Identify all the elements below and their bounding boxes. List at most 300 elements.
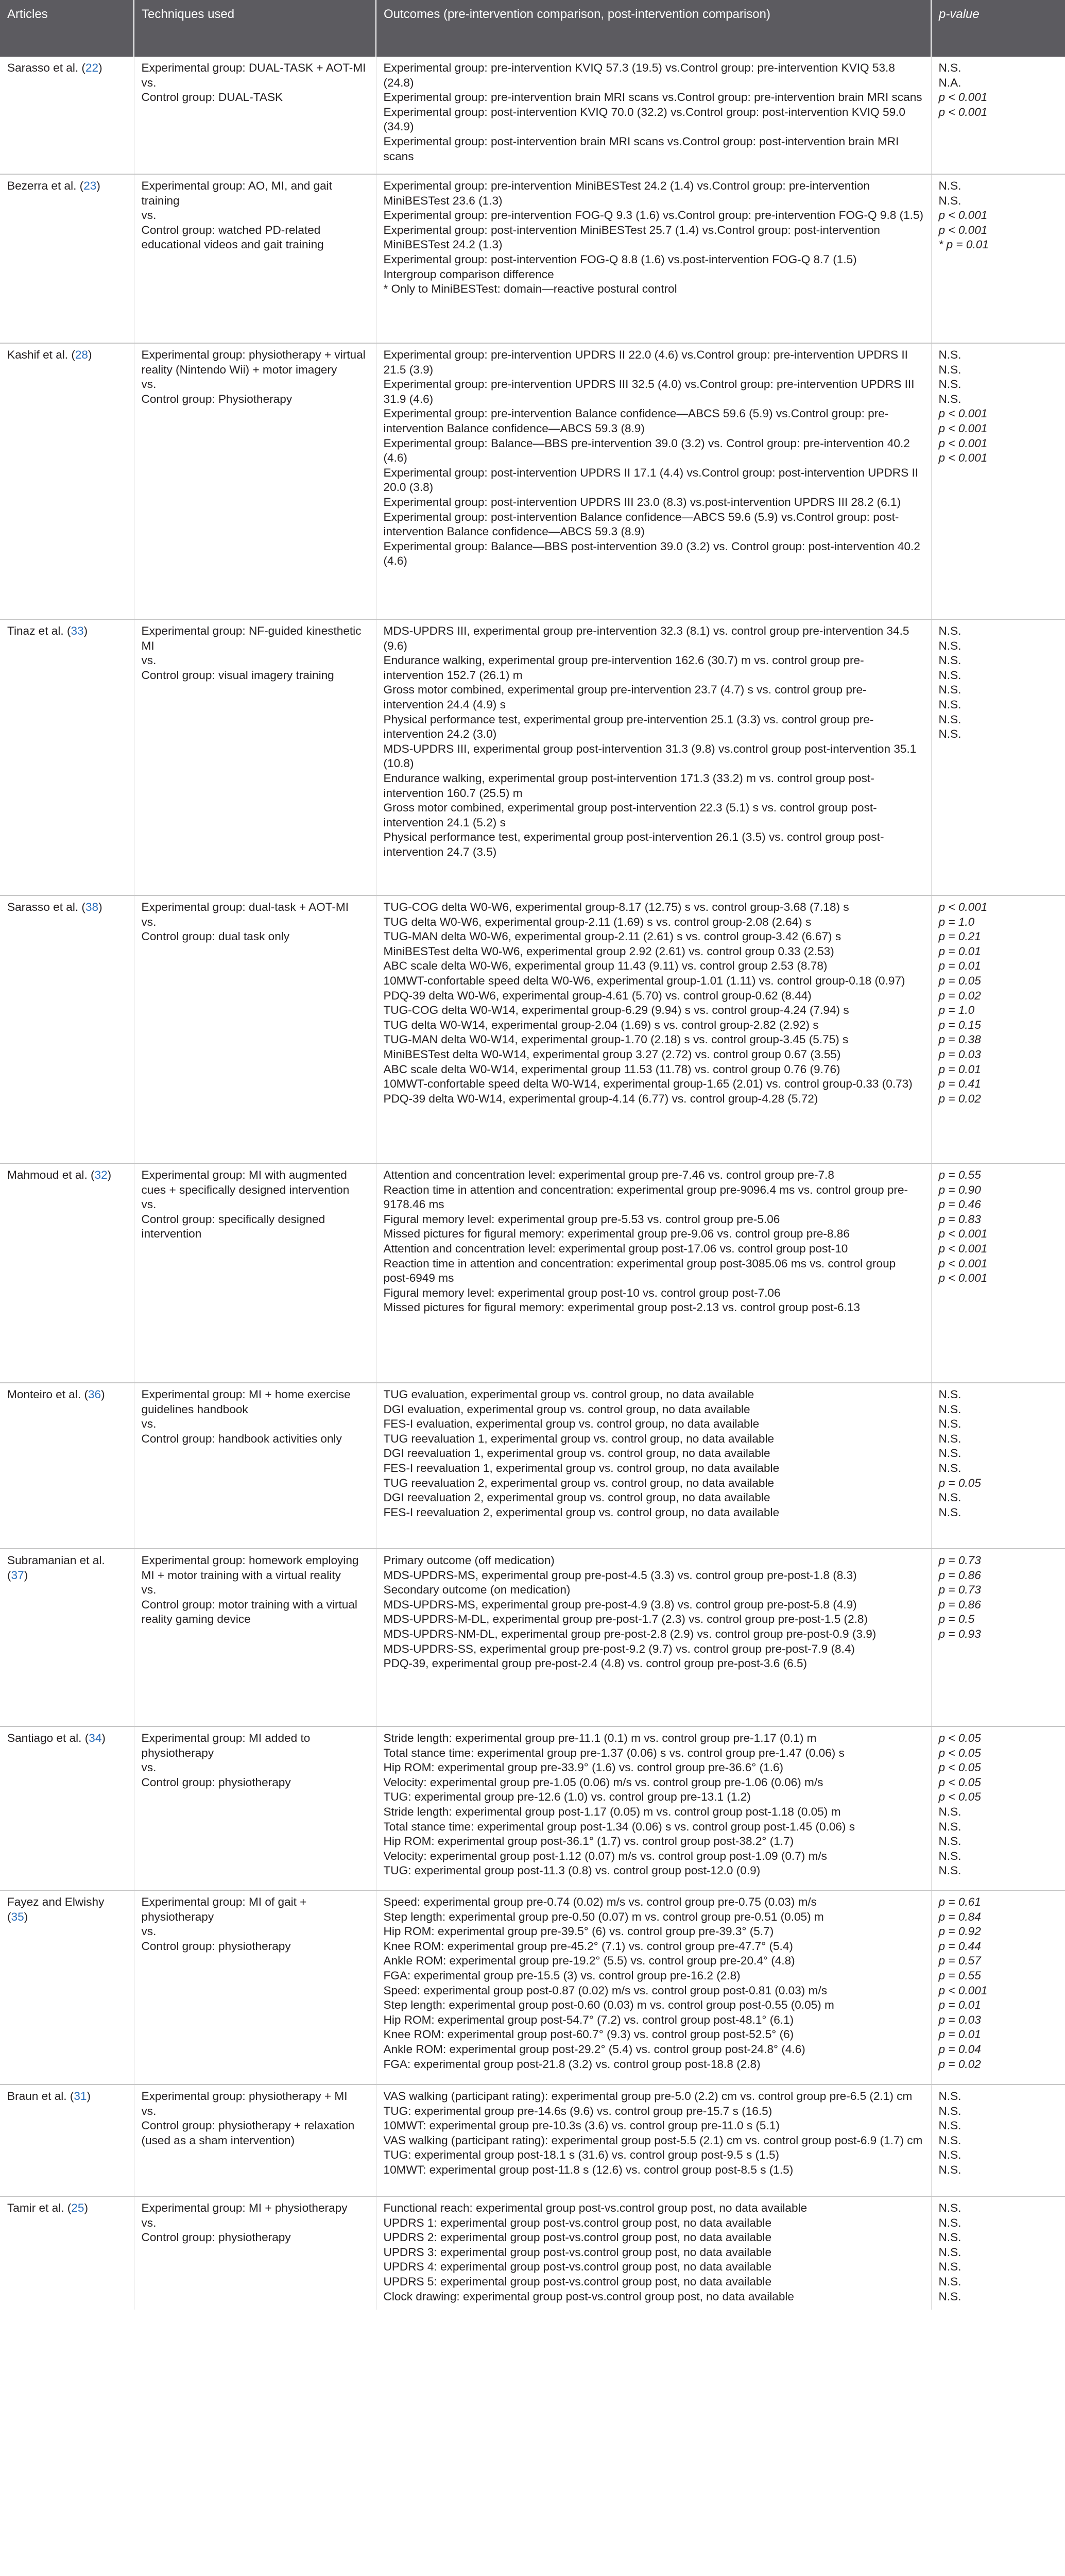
p-value-line: p < 0.001: [938, 451, 988, 465]
article-tail: ): [96, 179, 100, 192]
p-value-line: p < 0.001: [938, 105, 988, 118]
table-row: [0, 619, 1065, 895]
outcome-line: Figural memory level: experimental group pre-5.53 vs. control group pre-5.06: [383, 1212, 780, 1226]
outcome-line: MDS-UPDRS III, experimental group post-intervention 31.3 (9.8) vs.control group post-intervention 35.1 (10.8): [383, 742, 917, 770]
outcome-line: FGA: experimental group post-21.8 (3.2) vs. control group post-18.8 (2.8): [383, 2057, 761, 2071]
technique-line: Control group: physiotherapy: [141, 1775, 291, 1789]
outcome-line: ABC scale delta W0-W6, experimental group 11.43 (9.11) vs. control group 2.53 (8.78): [383, 959, 828, 973]
technique-line: Experimental group: DUAL-TASK + AOT-MI: [141, 61, 366, 74]
outcome-line: TUG-MAN delta W0-W6, experimental group-2.11 (2.61) s vs. control group-3.42 (6.67) s: [383, 930, 841, 943]
technique-line: Experimental group: NF-guided kinesthetic MI: [141, 624, 362, 652]
p-value-line: N.S.: [938, 2119, 961, 2132]
outcome-line: Experimental group: post-intervention Balance confidence—ABCS 59.6 (5.9) vs.Control group: post-intervention Balance confidence—ABCS 59.3 (8.9): [383, 510, 899, 538]
p-value-line: p = 0.01: [938, 959, 981, 973]
p-value-line: p = 0.73: [938, 1554, 981, 1567]
p-value-line: N.S.: [938, 348, 961, 361]
outcome-line: TUG: experimental group post-18.1 s (31.6) vs. control group post-9.5 s (1.5): [383, 2148, 780, 2162]
article-cell: [0, 343, 134, 619]
outcomes-cell: [376, 343, 931, 619]
outcome-line: FES-I reevaluation 2, experimental group vs. control group, no data available: [383, 1505, 780, 1519]
p-value-line: N.S.: [938, 2104, 961, 2117]
outcome-line: DGI reevaluation 2, experimental group vs. control group, no data available: [383, 1491, 770, 1504]
article-tail: ): [98, 901, 102, 913]
outcome-line: UPDRS 3: experimental group post-vs.control group post, no data available: [383, 2245, 772, 2259]
outcomes-cell: [376, 1163, 931, 1383]
p-value-line: p = 0.15: [938, 1018, 981, 1031]
reference-link[interactable]: 38: [85, 901, 99, 913]
reference-link[interactable]: 28: [75, 348, 88, 361]
outcome-line: Stride length: experimental group post-1.17 (0.05) m vs. control group post-1.18 (0.05) m: [383, 1805, 841, 1818]
outcome-line: MiniBESTest delta W0-W14, experimental group 3.27 (2.72) vs. control group 0.67 (3.55): [383, 1047, 841, 1061]
p-value-line: N.S.: [938, 698, 961, 711]
outcomes-cell: [376, 895, 931, 1163]
technique-line: Experimental group: AO, MI, and gait training: [141, 179, 332, 207]
outcome-line: Hip ROM: experimental group post-36.1° (1.7) vs. control group post-38.2° (1.7): [383, 1835, 794, 1848]
technique-line: vs.: [141, 378, 157, 391]
p-value-line: p < 0.001: [938, 1257, 988, 1270]
outcome-line: Total stance time: experimental group post-1.34 (0.06) s vs. control group post-1.45 (0.06) s: [383, 1820, 855, 1833]
article-name: Bezerra et al. (: [7, 179, 84, 192]
table-row: [0, 1549, 1065, 1726]
technique-line: Experimental group: MI + home exercise guidelines handbook: [141, 1388, 351, 1416]
outcome-line: PDQ-39, experimental group pre-post-2.4 (4.8) vs. control group pre-post-3.6 (6.5): [383, 1657, 808, 1670]
techniques-cell: [134, 1726, 376, 1890]
p-value-line: p = 0.01: [938, 1062, 981, 1076]
article-name: Subramanian et al. (: [7, 1554, 105, 1582]
techniques-cell: [134, 619, 376, 895]
p-value-line: p < 0.001: [938, 436, 988, 450]
outcome-line: Ankle ROM: experimental group post-29.2° (5.4) vs. control group post-24.8° (4.6): [383, 2042, 805, 2056]
p-value-cell: [931, 1726, 1065, 1890]
outcome-line: Velocity: experimental group pre-1.05 (0.06) m/s vs. control group pre-1.06 (0.06) m/s: [383, 1775, 823, 1789]
outcome-line: Step length: experimental group pre-0.50 (0.07) m vs. control group pre-0.51 (0.05) m: [383, 1910, 824, 1923]
p-value-line: p = 0.86: [938, 1598, 981, 1611]
outcome-line: Knee ROM: experimental group pre-45.2° (7.1) vs. control group pre-47.7° (5.4): [383, 1939, 793, 1953]
p-value-line: p = 0.92: [938, 1925, 981, 1938]
article-tail: ): [98, 61, 102, 74]
technique-line: vs.: [141, 915, 157, 928]
p-value-line: p = 0.55: [938, 1168, 981, 1181]
p-value-line: N.S.: [938, 2216, 961, 2229]
p-value-cell: [931, 1163, 1065, 1383]
p-value-line: p < 0.05: [938, 1746, 981, 1759]
outcome-line: TUG: experimental group pre-12.6 (1.0) vs. control group pre-13.1 (1.2): [383, 1790, 751, 1804]
p-value-line: N.S.: [938, 2090, 961, 2103]
p-value-line: N.S.: [938, 392, 961, 405]
outcome-line: Figural memory level: experimental group post-10 vs. control group post-7.06: [383, 1286, 781, 1299]
p-value-line: p = 1.0: [938, 1004, 975, 1017]
technique-line: Experimental group: homework employing MI + motor training with a virtual reality: [141, 1554, 359, 1582]
outcome-line: TUG-COG delta W0-W6, experimental group-8.17 (12.75) s vs. control group-3.68 (7.18) s: [383, 901, 849, 913]
outcome-line: Reaction time in attention and concentration: experimental group pre-9096.4 ms vs. control group pre-9178.46 ms: [383, 1183, 908, 1211]
techniques-cell: [134, 57, 376, 174]
outcome-line: Experimental group: post-intervention UPDRS II 17.1 (4.4) vs.Control group: post-intervention UPDRS II 20.0 (3.8): [383, 466, 919, 494]
p-value-line: p = 0.05: [938, 974, 981, 987]
technique-line: Control group: watched PD-related educational videos and gait training: [141, 223, 324, 251]
p-value-cell: [931, 1890, 1065, 2084]
p-value-line: N.S.: [938, 2260, 961, 2274]
techniques-cell: [134, 1549, 376, 1726]
p-value-line: p = 0.46: [938, 1198, 981, 1211]
p-value-cell: [931, 1383, 1065, 1549]
outcome-line: TUG-MAN delta W0-W14, experimental group-1.70 (2.18) s vs. control group-3.45 (5.75) s: [383, 1033, 849, 1046]
table-row: [0, 343, 1065, 619]
p-value-line: p = 0.57: [938, 1954, 981, 1968]
p-value-line: p = 0.01: [938, 1998, 981, 2012]
p-value-line: p < 0.001: [938, 421, 988, 435]
article-cell: [0, 1163, 134, 1383]
p-value-line: p < 0.001: [938, 1272, 988, 1285]
article-tail: ): [101, 1732, 106, 1744]
outcome-line: Experimental group: post-intervention KVIQ 70.0 (32.2) vs.Control group: post-intervention KVIQ 59.0 (34.9): [383, 105, 905, 133]
table-body: [0, 57, 1065, 2310]
reference-link[interactable]: 33: [71, 624, 84, 637]
reference-link[interactable]: 35: [11, 1910, 24, 1923]
p-value-line: p < 0.001: [938, 1984, 988, 1997]
header-articles: Articles: [0, 0, 134, 57]
outcome-line: Secondary outcome (on medication): [383, 1583, 571, 1597]
table-row: [0, 1726, 1065, 1890]
technique-line: Control group: Physiotherapy: [141, 392, 293, 405]
p-value-line: N.S.: [938, 61, 961, 74]
header-techniques: Techniques used: [134, 0, 376, 57]
outcome-line: Ankle ROM: experimental group pre-19.2° (5.5) vs. control group pre-20.4° (4.8): [383, 1954, 795, 1968]
outcomes-cell: [376, 1549, 931, 1726]
p-value-cell: [931, 619, 1065, 895]
outcome-line: MDS-UPDRS-MS, experimental group pre-post-4.9 (3.8) vs. control group pre-post-5.8 (4.9): [383, 1598, 857, 1611]
technique-line: Experimental group: MI + physiotherapy: [141, 2201, 348, 2214]
outcome-line: Experimental group: pre-intervention FOG-Q 9.3 (1.6) vs.Control group: pre-intervention FOG-Q 9.8 (1.5): [383, 209, 924, 222]
reference-link[interactable]: 23: [83, 179, 97, 192]
p-value-line: p < 0.05: [938, 1732, 981, 1744]
p-value-line: N.S.: [938, 624, 961, 637]
outcome-line: Missed pictures for figural memory: experimental group pre-9.06 vs. control group pre-8.86: [383, 1227, 850, 1241]
outcome-line: FGA: experimental group pre-15.5 (3) vs. control group pre-16.2 (2.8): [383, 1969, 741, 1982]
outcome-line: Speed: experimental group pre-0.74 (0.02) m/s vs. control group pre-0.75 (0.03) m/s: [383, 1895, 817, 1908]
p-value-line: p = 0.44: [938, 1939, 981, 1953]
article-tail: ): [101, 1388, 105, 1401]
p-value-line: N.S.: [938, 727, 961, 741]
outcome-line: Gross motor combined, experimental group post-intervention 22.3 (5.1) s vs. control group post-intervention 24.1 (5.2) s: [383, 801, 877, 829]
technique-line: Control group: physiotherapy: [141, 2231, 291, 2244]
p-value-line: p = 0.5: [938, 1613, 975, 1626]
outcome-line: Primary outcome (off medication): [383, 1554, 555, 1567]
p-value-line: p < 0.001: [938, 407, 988, 420]
techniques-cell: [134, 2196, 376, 2310]
p-value-line: N.S.: [938, 2133, 961, 2147]
p-value-line: N.S.: [938, 2290, 961, 2303]
technique-line: Experimental group: physiotherapy + virtual reality (Nintendo Wii) + motor imagery: [141, 348, 366, 376]
reference-link[interactable]: 25: [71, 2201, 84, 2214]
outcomes-cell: [376, 2084, 931, 2196]
technique-line: Experimental group: MI added to physiotherapy: [141, 1732, 311, 1759]
article-name: Monteiro et al. (: [7, 1388, 88, 1401]
p-value-line: p = 0.83: [938, 1212, 981, 1226]
p-value-line: N.S.: [938, 1432, 961, 1445]
p-value-line: p < 0.001: [938, 91, 988, 104]
outcomes-cell: [376, 1383, 931, 1549]
article-tail: ): [83, 624, 88, 637]
outcome-line: MDS-UPDRS-SS, experimental group pre-post-9.2 (9.7) vs. control group pre-post-7.9 (8.4): [383, 1642, 855, 1655]
outcome-line: Velocity: experimental group post-1.12 (0.07) m/s vs. control group post-1.09 (0.7) m/s: [383, 1849, 827, 1862]
p-value-line: p = 0.03: [938, 2013, 981, 2026]
outcome-line: MDS-UPDRS III, experimental group pre-intervention 32.3 (8.1) vs. control group pre-intervention 34.5 (9.6): [383, 624, 909, 652]
p-value-line: p = 0.21: [938, 930, 981, 943]
outcome-line: 10MWT: experimental group pre-10.3s (3.6) vs. control group pre-11.0 s (5.1): [383, 2119, 780, 2132]
p-value-line: p = 0.41: [938, 1077, 981, 1091]
techniques-cell: [134, 174, 376, 343]
outcome-line: Intergroup comparison difference: [383, 267, 554, 281]
p-value-line: N.S.: [938, 1505, 961, 1519]
outcomes-cell: [376, 1726, 931, 1890]
p-value-line: N.S.: [938, 363, 961, 376]
technique-line: Control group: physiotherapy: [141, 1939, 291, 1953]
table-row: [0, 1890, 1065, 2084]
p-value-line: p < 0.05: [938, 1761, 981, 1774]
outcome-line: TUG delta W0-W14, experimental group-2.04 (1.69) s vs. control group-2.82 (2.92) s: [383, 1018, 819, 1031]
article-name: Santiago et al. (: [7, 1732, 89, 1744]
p-value-line: N.A.: [938, 76, 961, 89]
p-value-line: p = 0.05: [938, 1476, 981, 1489]
outcome-line: Step length: experimental group post-0.60 (0.03) m vs. control group post-0.55 (0.05) m: [383, 1998, 834, 2012]
p-value-line: N.S.: [938, 2201, 961, 2214]
p-value-line: p = 0.73: [938, 1583, 981, 1597]
p-value-cell: [931, 343, 1065, 619]
outcome-line: Functional reach: experimental group post-vs.control group post, no data available: [383, 2201, 808, 2214]
outcome-line: Missed pictures for figural memory: experimental group post-2.13 vs. control group post-6.13: [383, 1301, 861, 1314]
technique-line: Control group: specifically designed intervention: [141, 1212, 325, 1241]
article-name: Sarasso et al. (: [7, 61, 85, 74]
outcome-line: Speed: experimental group post-0.87 (0.02) m/s vs. control group post-0.81 (0.03) m/s: [383, 1984, 828, 1997]
article-cell: [0, 1726, 134, 1890]
p-value-line: p < 0.001: [938, 223, 988, 236]
outcomes-cell: [376, 2196, 931, 2310]
p-value-line: N.S.: [938, 194, 961, 207]
outcome-line: Knee ROM: experimental group post-60.7° (9.3) vs. control group post-52.5° (6): [383, 2028, 794, 2041]
outcome-line: TUG: experimental group post-11.3 (0.8) vs. control group post-12.0 (0.9): [383, 1864, 761, 1877]
outcome-line: Experimental group: Balance—BBS post-intervention 39.0 (3.2) vs. Control group: post-intervention 40.2 (4.6): [383, 539, 920, 568]
outcome-line: ABC scale delta W0-W14, experimental group 11.53 (11.78) vs. control group 0.76 (9.76): [383, 1062, 840, 1076]
article-cell: [0, 1549, 134, 1726]
article-tail: ): [24, 1568, 28, 1582]
p-value-cell: [931, 1549, 1065, 1726]
p-value-line: p = 0.93: [938, 1627, 981, 1640]
reference-link[interactable]: 34: [89, 1732, 102, 1744]
p-value-line: N.S.: [938, 1447, 961, 1460]
outcome-line: TUG: experimental group pre-14.6s (9.6) vs. control group pre-15.7 s (16.5): [383, 2104, 772, 2117]
outcome-line: UPDRS 4: experimental group post-vs.control group post, no data available: [383, 2260, 772, 2274]
technique-line: Experimental group: MI with augmented cues + specifically designed intervention: [141, 1168, 350, 1196]
table-row: [0, 57, 1065, 174]
outcome-line: Experimental group: post-intervention brain MRI scans vs.Control group: post-intervention brain MRI scans: [383, 134, 899, 163]
technique-line: Control group: motor training with a virtual reality gaming device: [141, 1598, 357, 1626]
p-value-line: N.S.: [938, 713, 961, 726]
technique-line: Experimental group: MI of gait + physiotherapy: [141, 1895, 307, 1923]
p-value-cell: [931, 2196, 1065, 2310]
p-value-line: p < 0.001: [938, 1227, 988, 1241]
technique-line: Control group: physiotherapy + relaxation (used as a sham intervention): [141, 2119, 355, 2147]
outcome-line: DGI evaluation, experimental group vs. control group, no data available: [383, 1402, 750, 1416]
p-value-line: p = 0.86: [938, 1568, 981, 1582]
outcome-line: Hip ROM: experimental group pre-39.5° (6) vs. control group pre-39.3° (5.7): [383, 1925, 774, 1938]
outcome-line: UPDRS 5: experimental group post-vs.control group post, no data available: [383, 2275, 772, 2288]
article-tail: ): [87, 2090, 91, 2103]
p-value-line: N.S.: [938, 378, 961, 391]
outcome-line: 10MWT: experimental group post-11.8 s (12.6) vs. control group post-8.5 s (1.5): [383, 2163, 794, 2176]
p-value-cell: [931, 174, 1065, 343]
outcome-line: PDQ-39 delta W0-W6, experimental group-4.61 (5.70) vs. control group-0.62 (8.44): [383, 989, 812, 1002]
outcome-line: Endurance walking, experimental group post-intervention 171.3 (33.2) m vs. control group post-intervention 160.7 (25.5) m: [383, 771, 874, 800]
table-header-row: [0, 0, 1065, 57]
p-value-line: N.S.: [938, 1805, 961, 1818]
p-value-line: p < 0.05: [938, 1790, 981, 1804]
p-value-cell: [931, 895, 1065, 1163]
outcome-line: TUG evaluation, experimental group vs. control group, no data available: [383, 1388, 754, 1401]
technique-line: Control group: DUAL-TASK: [141, 91, 283, 104]
outcome-line: Total stance time: experimental group pre-1.37 (0.06) s vs. control group pre-1.47 (0.06) s: [383, 1746, 845, 1759]
outcome-line: VAS walking (participant rating): experimental group pre-5.0 (2.2) cm vs. control group pre-6.5 (2.1) cm: [383, 2090, 913, 2103]
outcome-line: TUG-COG delta W0-W14, experimental group-6.29 (9.94) s vs. control group-4.24 (7.94) s: [383, 1004, 849, 1017]
outcome-line: Attention and concentration level: experimental group pre-7.46 vs. control group pre-7.8: [383, 1168, 834, 1181]
p-value-cell: [931, 57, 1065, 174]
article-name: Tamir et al. (: [7, 2201, 72, 2214]
p-value-line: p = 0.61: [938, 1895, 981, 1908]
article-tail: ): [107, 1168, 112, 1181]
p-value-line: p < 0.001: [938, 1242, 988, 1255]
technique-line: Control group: handbook activities only: [141, 1432, 342, 1445]
outcome-line: VAS walking (participant rating): experimental group post-5.5 (2.1) cm vs. control group post-6.9 (1.7) cm: [383, 2133, 923, 2147]
p-value-line: N.S.: [938, 1864, 961, 1877]
p-value-line: N.S.: [938, 179, 961, 192]
outcome-line: Experimental group: pre-intervention MiniBESTest 24.2 (1.4) vs.Control group: pre-intervention MiniBESTest 23.6 (1.3): [383, 179, 870, 207]
p-value-line: p = 0.02: [938, 989, 981, 1002]
p-value-line: p < 0.001: [938, 209, 988, 222]
reference-link[interactable]: 32: [94, 1168, 108, 1181]
technique-line: Experimental group: dual-task + AOT-MI: [141, 901, 349, 913]
techniques-cell: [134, 1890, 376, 2084]
outcome-line: TUG reevaluation 2, experimental group vs. control group, no data available: [383, 1476, 775, 1489]
reference-link[interactable]: 22: [85, 61, 99, 74]
outcome-line: Attention and concentration level: experimental group post-17.06 vs. control group post-10: [383, 1242, 848, 1255]
p-value-line: * p = 0.01: [938, 238, 989, 251]
header-outcomes: Outcomes (pre-intervention comparison, post-intervention comparison): [376, 0, 931, 57]
techniques-cell: [134, 1383, 376, 1549]
outcome-line: Physical performance test, experimental group post-intervention 26.1 (3.5) vs. control group post-intervention 24.7 (3.5): [383, 831, 884, 858]
outcomes-cell: [376, 57, 931, 174]
technique-line: vs.: [141, 1925, 157, 1938]
article-cell: [0, 174, 134, 343]
reference-link[interactable]: 31: [74, 2090, 87, 2103]
outcome-line: Endurance walking, experimental group pre-intervention 162.6 (30.7) m vs. control group pre-intervention 152.7 (26.1) m: [383, 654, 864, 682]
p-value-line: N.S.: [938, 1417, 961, 1431]
outcome-line: Experimental group: Balance—BBS pre-intervention 39.0 (3.2) vs. Control group: pre-intervention 40.2 (4.6): [383, 436, 910, 465]
technique-line: vs.: [141, 2216, 157, 2229]
table-row: [0, 2084, 1065, 2196]
p-value-line: N.S.: [938, 654, 961, 667]
outcome-line: Hip ROM: experimental group post-54.7° (7.2) vs. control group post-48.1° (6.1): [383, 2013, 794, 2026]
p-value-line: N.S.: [938, 2148, 961, 2162]
p-value-line: N.S.: [938, 668, 961, 682]
outcome-line: Gross motor combined, experimental group pre-intervention 23.7 (4.7) s vs. control group pre-intervention 24.4 (4.9) s: [383, 683, 867, 711]
article-name: Fayez and Elwishy (: [7, 1895, 105, 1923]
article-name: Kashif et al. (: [7, 348, 75, 361]
article-cell: [0, 895, 134, 1163]
outcome-line: UPDRS 1: experimental group post-vs.control group post, no data available: [383, 2216, 772, 2229]
p-value-line: p = 0.03: [938, 1047, 981, 1061]
technique-line: vs.: [141, 1583, 157, 1597]
article-cell: [0, 619, 134, 895]
article-cell: [0, 1890, 134, 2084]
technique-line: Experimental group: physiotherapy + MI: [141, 2090, 348, 2103]
reference-link[interactable]: 36: [88, 1388, 101, 1401]
technique-line: vs.: [141, 1761, 157, 1774]
outcomes-cell: [376, 1890, 931, 2084]
article-tail: ): [88, 348, 92, 361]
article-cell: [0, 1383, 134, 1549]
techniques-cell: [134, 2084, 376, 2196]
outcome-line: 10MWT-confortable speed delta W0-W6, experimental group-1.01 (1.11) vs. control group-0.18 (0.97): [383, 974, 905, 987]
outcomes-cell: [376, 174, 931, 343]
article-name: Sarasso et al. (: [7, 901, 85, 913]
table-row: [0, 174, 1065, 343]
p-value-line: p < 0.05: [938, 1775, 981, 1789]
p-value-line: N.S.: [938, 639, 961, 652]
outcome-line: FES-I reevaluation 1, experimental group vs. control group, no data available: [383, 1461, 780, 1475]
outcome-line: Hip ROM: experimental group pre-33.9° (1.6) vs. control group pre-36.6° (1.6): [383, 1761, 784, 1774]
technique-line: vs.: [141, 1198, 157, 1211]
header-p-value: p-value: [931, 0, 1065, 57]
article-name: Mahmoud et al. (: [7, 1168, 95, 1181]
p-value-line: N.S.: [938, 1835, 961, 1848]
p-value-cell: [931, 2084, 1065, 2196]
outcome-line: Stride length: experimental group pre-11.1 (0.1) m vs. control group pre-1.17 (0.1) m: [383, 1732, 817, 1744]
p-value-line: p = 0.55: [938, 1969, 981, 1982]
outcome-line: FES-I evaluation, experimental group vs. control group, no data available: [383, 1417, 760, 1431]
p-value-line: N.S.: [938, 2245, 961, 2259]
outcomes-cell: [376, 619, 931, 895]
outcome-line: 10MWT-confortable speed delta W0-W14, experimental group-1.65 (2.01) vs. control group-0.33 (0.73): [383, 1077, 913, 1091]
table-row: [0, 2196, 1065, 2310]
p-value-line: p = 0.02: [938, 2057, 981, 2071]
outcome-line: Experimental group: pre-intervention KVIQ 57.3 (19.5) vs.Control group: pre-intervention KVIQ 53.8 (24.8): [383, 61, 895, 89]
article-name: Braun et al. (: [7, 2090, 74, 2103]
p-value-line: N.S.: [938, 1491, 961, 1504]
article-cell: [0, 2084, 134, 2196]
table-row: [0, 895, 1065, 1163]
p-value-line: p = 0.84: [938, 1910, 981, 1923]
reference-link[interactable]: 37: [11, 1568, 24, 1582]
technique-line: vs.: [141, 209, 157, 222]
p-value-line: N.S.: [938, 1820, 961, 1833]
p-value-line: p = 0.04: [938, 2042, 981, 2056]
techniques-cell: [134, 895, 376, 1163]
p-value-line: N.S.: [938, 2163, 961, 2176]
p-value-line: N.S.: [938, 1849, 961, 1862]
article-tail: ): [84, 2201, 88, 2214]
p-value-line: p = 0.02: [938, 1092, 981, 1105]
technique-line: Control group: dual task only: [141, 930, 290, 943]
technique-line: vs.: [141, 1417, 157, 1431]
p-value-line: p = 0.01: [938, 2028, 981, 2041]
outcome-line: TUG delta W0-W6, experimental group-2.11 (1.69) s vs. control group-2.08 (2.64) s: [383, 915, 812, 928]
p-value-line: p < 0.001: [938, 901, 988, 913]
p-value-line: N.S.: [938, 1388, 961, 1401]
p-value-line: N.S.: [938, 683, 961, 697]
outcome-line: Experimental group: post-intervention MiniBESTest 25.7 (1.4) vs.Control group: post-intervention MiniBESTest 24.2 (1.3): [383, 223, 880, 251]
outcome-line: MDS-UPDRS-NM-DL, experimental group pre-post-2.8 (2.9) vs. control group pre-post-0.9 (3.9): [383, 1627, 877, 1640]
outcome-line: Clock drawing: experimental group post-vs.control group post, no data available: [383, 2290, 794, 2303]
p-value-line: N.S.: [938, 2275, 961, 2288]
